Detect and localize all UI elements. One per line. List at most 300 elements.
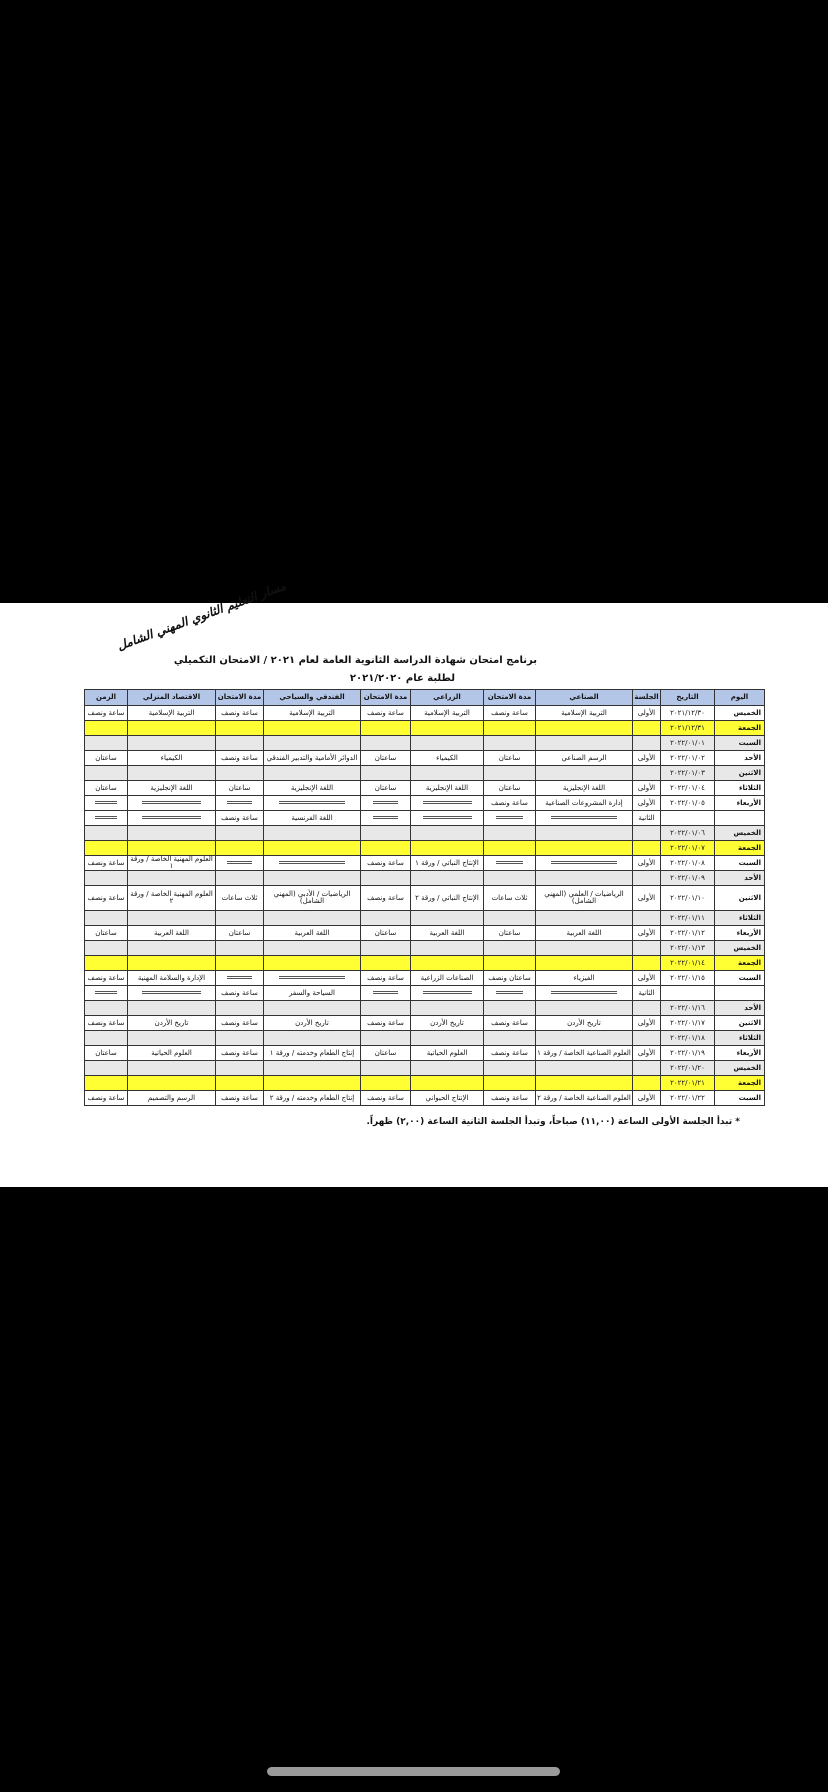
table-row: [85, 1076, 765, 1091]
day-cell: الخميس: [715, 941, 765, 956]
table-cell: [536, 856, 633, 871]
table-cell: ساعة ونصف: [85, 971, 128, 986]
table-cell: ساعتان: [361, 751, 411, 766]
table-cell: [633, 721, 661, 736]
table-cell: إدارة المشروعات الصناعية: [536, 796, 633, 811]
table-cell: [128, 956, 216, 971]
table-cell: [264, 971, 361, 986]
table-cell: [411, 956, 484, 971]
dash-placeholder: [551, 991, 617, 994]
table-cell: [411, 1076, 484, 1091]
table-cell: ساعة ونصف: [85, 1091, 128, 1106]
day-cell: [715, 811, 765, 826]
table-cell: [216, 1001, 264, 1016]
table-cell: العلوم المهنية الخاصة / ورقة ٢: [128, 886, 216, 911]
table-cell: [128, 1076, 216, 1091]
document-subtitle: لطلبة عام ٢٠٢١/٢٠٢٠: [349, 673, 455, 684]
table-row: [85, 971, 765, 986]
table-cell: [536, 721, 633, 736]
table-cell: ساعتان: [216, 926, 264, 941]
date-cell: ٢٠٢٢/٠١/١٢: [661, 926, 715, 941]
dash-placeholder: [142, 801, 202, 804]
dash-placeholder: [496, 816, 523, 819]
table-row: [85, 856, 765, 871]
table-cell: [216, 766, 264, 781]
day-cell: [715, 986, 765, 1001]
table-cell: [85, 736, 128, 751]
table-cell: تاريخ الأردن: [411, 1016, 484, 1031]
table-cell: اللغة العربية: [128, 926, 216, 941]
table-cell: ساعة ونصف: [361, 856, 411, 871]
table-cell: [264, 1031, 361, 1046]
table-cell: [216, 736, 264, 751]
table-row: [85, 941, 765, 956]
table-cell: ساعتان: [484, 751, 536, 766]
table-cell: ساعتان: [85, 751, 128, 766]
dash-placeholder: [423, 991, 472, 994]
date-cell: ٢٠٢٢/٠١/٢١: [661, 1076, 715, 1091]
table-cell: [633, 941, 661, 956]
table-cell: ساعة ونصف: [216, 1091, 264, 1106]
table-cell: [484, 811, 536, 826]
table-cell: ساعة ونصف: [361, 886, 411, 911]
day-cell: الجمعة: [715, 721, 765, 736]
table-cell: [216, 871, 264, 886]
document-page: [0, 578, 828, 1187]
table-cell: ساعة ونصف: [484, 796, 536, 811]
day-cell: السبت: [715, 856, 765, 871]
table-cell: [216, 1061, 264, 1076]
table-cell: [128, 1001, 216, 1016]
table-row: [85, 811, 765, 826]
table-cell: ساعة ونصف: [216, 811, 264, 826]
table-cell: [128, 841, 216, 856]
column-header: اليوم: [715, 690, 765, 706]
table-cell: [633, 826, 661, 841]
table-cell: الأولى: [633, 751, 661, 766]
table-cell: الأولى: [633, 926, 661, 941]
date-cell: ٢٠٢٢/٠١/٠٣: [661, 766, 715, 781]
day-cell: الاثنين: [715, 1016, 765, 1031]
date-cell: ٢٠٢٢/٠١/٠٨: [661, 856, 715, 871]
date-cell: ٢٠٢٢/٠١/١٣: [661, 941, 715, 956]
table-row: [85, 956, 765, 971]
column-header: الزمن: [85, 690, 128, 706]
table-cell: [216, 971, 264, 986]
table-cell: [484, 1061, 536, 1076]
table-row: [85, 1061, 765, 1076]
date-cell: ٢٠٢١/١٢/٣٠: [661, 706, 715, 721]
table-cell: ساعة ونصف: [85, 886, 128, 911]
table-cell: [633, 736, 661, 751]
table-cell: ساعتان: [361, 926, 411, 941]
table-cell: [264, 721, 361, 736]
table-cell: [484, 956, 536, 971]
dash-placeholder: [551, 816, 617, 819]
table-cell: [484, 986, 536, 1001]
dash-placeholder: [373, 991, 399, 994]
table-cell: [128, 796, 216, 811]
table-cell: [411, 1061, 484, 1076]
table-cell: [411, 986, 484, 1001]
table-row: [85, 926, 765, 941]
column-header: الزراعي: [411, 690, 484, 706]
dash-placeholder: [227, 801, 252, 804]
dash-placeholder: [279, 976, 345, 979]
table-cell: إنتاج الطعام وخدمته / ورقة ١: [264, 1046, 361, 1061]
table-cell: [216, 911, 264, 926]
table-cell: ساعة ونصف: [484, 706, 536, 721]
table-cell: ساعة ونصف: [484, 1046, 536, 1061]
date-cell: ٢٠٢٢/٠١/٢٢: [661, 1091, 715, 1106]
table-row: [85, 706, 765, 721]
table-row: [85, 1031, 765, 1046]
table-cell: [361, 736, 411, 751]
day-cell: الأحد: [715, 751, 765, 766]
table-cell: [361, 796, 411, 811]
date-cell: ٢٠٢٢/٠١/١٩: [661, 1046, 715, 1061]
handwritten-note: مسار التعليم الثانوي المهني الشامل: [115, 578, 288, 653]
table-cell: الكيمياء: [128, 751, 216, 766]
table-cell: [633, 766, 661, 781]
table-row: [85, 886, 765, 911]
table-cell: [85, 796, 128, 811]
table-cell: [411, 721, 484, 736]
table-cell: الرسم والتصميم: [128, 1091, 216, 1106]
table-cell: [216, 856, 264, 871]
table-cell: [85, 871, 128, 886]
table-cell: [85, 986, 128, 1001]
table-cell: الإنتاج النباتي / ورقة ٢: [411, 886, 484, 911]
column-header: التاريخ: [661, 690, 715, 706]
day-cell: الخميس: [715, 706, 765, 721]
table-cell: [484, 1076, 536, 1091]
table-cell: [536, 956, 633, 971]
day-cell: الأربعاء: [715, 796, 765, 811]
table-cell: [633, 911, 661, 926]
table-cell: [633, 956, 661, 971]
table-cell: [484, 911, 536, 926]
table-cell: [484, 856, 536, 871]
table-cell: [411, 736, 484, 751]
table-cell: العلوم الصناعية الخاصة / ورقة ١: [536, 1046, 633, 1061]
table-cell: ساعتان: [484, 926, 536, 941]
date-cell: ٢٠٢٢/٠١/١١: [661, 911, 715, 926]
table-cell: [128, 721, 216, 736]
day-cell: الأحد: [715, 871, 765, 886]
table-cell: الكيمياء: [411, 751, 484, 766]
table-cell: [536, 736, 633, 751]
date-cell: ٢٠٢٢/٠١/١٧: [661, 1016, 715, 1031]
table-cell: [128, 811, 216, 826]
table-cell: [128, 826, 216, 841]
table-cell: [361, 841, 411, 856]
table-cell: ساعة ونصف: [361, 1091, 411, 1106]
dash-placeholder: [142, 816, 202, 819]
dash-placeholder: [551, 861, 617, 864]
table-cell: [484, 941, 536, 956]
dash-placeholder: [423, 816, 472, 819]
day-cell: السبت: [715, 1091, 765, 1106]
table-cell: ساعة ونصف: [361, 706, 411, 721]
table-cell: [85, 826, 128, 841]
table-cell: [128, 911, 216, 926]
table-cell: [411, 871, 484, 886]
column-header: مدة الامتحان: [361, 690, 411, 706]
table-cell: [128, 986, 216, 1001]
table-cell: العلوم الحياتية: [128, 1046, 216, 1061]
date-cell: ٢٠٢٢/٠١/١٤: [661, 956, 715, 971]
table-cell: [85, 941, 128, 956]
table-cell: [361, 956, 411, 971]
table-cell: ساعة ونصف: [216, 1046, 264, 1061]
table-cell: [264, 911, 361, 926]
table-cell: [411, 911, 484, 926]
table-row: [85, 736, 765, 751]
table-cell: الرسم الصناعي: [536, 751, 633, 766]
table-cell: [536, 1061, 633, 1076]
table-cell: الإدارة والسلامة المهنية: [128, 971, 216, 986]
table-cell: [85, 1001, 128, 1016]
table-cell: الأولى: [633, 781, 661, 796]
dash-placeholder: [423, 801, 472, 804]
table-cell: [411, 796, 484, 811]
table-cell: [484, 1001, 536, 1016]
table-cell: [264, 796, 361, 811]
day-cell: الأحد: [715, 1001, 765, 1016]
table-cell: اللغة الإنجليزية: [128, 781, 216, 796]
table-row: [85, 986, 765, 1001]
table-cell: [85, 1061, 128, 1076]
dash-placeholder: [279, 861, 345, 864]
date-cell: ٢٠٢٢/٠١/٠٢: [661, 751, 715, 766]
table-cell: [128, 871, 216, 886]
table-cell: [264, 856, 361, 871]
table-cell: [361, 1001, 411, 1016]
day-cell: السبت: [715, 971, 765, 986]
table-cell: [85, 811, 128, 826]
table-body: [85, 706, 765, 1106]
date-cell: ٢٠٢٢/٠١/١٦: [661, 1001, 715, 1016]
table-cell: ساعة ونصف: [484, 1016, 536, 1031]
day-cell: الثلاثاء: [715, 1031, 765, 1046]
table-cell: [484, 766, 536, 781]
table-cell: [128, 941, 216, 956]
day-cell: الأربعاء: [715, 1046, 765, 1061]
table-cell: [85, 956, 128, 971]
day-cell: الاثنين: [715, 766, 765, 781]
table-cell: اللغة العربية: [536, 926, 633, 941]
table-cell: الأولى: [633, 1016, 661, 1031]
table-cell: السياحة والسفر: [264, 986, 361, 1001]
date-cell: [661, 986, 715, 1001]
table-row: [85, 826, 765, 841]
table-cell: [633, 1076, 661, 1091]
table-cell: [264, 1001, 361, 1016]
table-cell: الإنتاج الحيواني: [411, 1091, 484, 1106]
table-cell: [216, 841, 264, 856]
table-cell: تاريخ الأردن: [128, 1016, 216, 1031]
home-indicator[interactable]: [267, 1767, 560, 1776]
table-cell: التربية الإسلامية: [411, 706, 484, 721]
table-cell: [536, 911, 633, 926]
table-cell: [361, 941, 411, 956]
table-cell: ساعة ونصف: [85, 706, 128, 721]
table-cell: ساعتان: [216, 781, 264, 796]
table-cell: ساعة ونصف: [85, 1016, 128, 1031]
table-cell: ساعتان ونصف: [484, 971, 536, 986]
table-cell: [216, 1031, 264, 1046]
table-cell: [216, 826, 264, 841]
table-cell: الصناعات الزراعية: [411, 971, 484, 986]
table-cell: ساعة ونصف: [484, 1091, 536, 1106]
table-cell: إنتاج الطعام وخدمته / ورقة ٢: [264, 1091, 361, 1106]
table-cell: [536, 1031, 633, 1046]
date-cell: ٢٠٢٢/٠١/٠٥: [661, 796, 715, 811]
table-row: [85, 871, 765, 886]
table-cell: [484, 721, 536, 736]
day-cell: الأربعاء: [715, 926, 765, 941]
table-cell: [128, 736, 216, 751]
date-cell: ٢٠٢٢/٠١/٠٤: [661, 781, 715, 796]
table-cell: [484, 871, 536, 886]
dash-placeholder: [373, 801, 399, 804]
table-cell: الثانية: [633, 811, 661, 826]
table-cell: الثانية: [633, 986, 661, 1001]
table-cell: [264, 736, 361, 751]
dash-placeholder: [95, 991, 117, 994]
table-cell: الدوائر الأمامية والتدبير الفندقي: [264, 751, 361, 766]
table-cell: [633, 1061, 661, 1076]
footnote: * تبدأ الجلسة الأولى الساعة (١١,٠٠) صباحاً، وتبدأ الجلسة الثانية الساعة (٢,٠٠) ظهراً.: [366, 1117, 740, 1127]
table-cell: [264, 871, 361, 886]
table-cell: الفيزياء: [536, 971, 633, 986]
table-cell: [633, 841, 661, 856]
table-cell: [536, 986, 633, 1001]
table-cell: ساعتان: [85, 781, 128, 796]
table-cell: [216, 796, 264, 811]
table-cell: [633, 1031, 661, 1046]
table-cell: [536, 841, 633, 856]
date-cell: ٢٠٢٢/٠١/١٥: [661, 971, 715, 986]
table-row: [85, 841, 765, 856]
table-cell: [264, 841, 361, 856]
date-cell: ٢٠٢٢/٠١/٠١: [661, 736, 715, 751]
table-row: [85, 766, 765, 781]
table-cell: [361, 1076, 411, 1091]
column-header: الجلسة: [633, 690, 661, 706]
table-cell: [633, 871, 661, 886]
date-cell: [661, 811, 715, 826]
table-row: [85, 1016, 765, 1031]
table-cell: [411, 1031, 484, 1046]
table-cell: [361, 871, 411, 886]
table-cell: الأولى: [633, 1091, 661, 1106]
table-cell: ساعتان: [361, 1046, 411, 1061]
table-cell: ساعة ونصف: [85, 856, 128, 871]
table-cell: [264, 956, 361, 971]
table-cell: [128, 1061, 216, 1076]
table-cell: [128, 1031, 216, 1046]
column-header: مدة الامتحان: [216, 690, 264, 706]
dash-placeholder: [95, 816, 117, 819]
table-cell: [361, 766, 411, 781]
table-cell: [536, 1076, 633, 1091]
table-cell: اللغة الإنجليزية: [536, 781, 633, 796]
table-cell: الأولى: [633, 706, 661, 721]
table-cell: [536, 871, 633, 886]
exam-schedule-table: [84, 689, 765, 1106]
table-cell: [264, 826, 361, 841]
dash-placeholder: [496, 991, 523, 994]
date-cell: ٢٠٢٢/٠١/١٠: [661, 886, 715, 911]
table-cell: [85, 1031, 128, 1046]
table-cell: التربية الإسلامية: [128, 706, 216, 721]
table-header-row: [85, 690, 765, 706]
table-row: [85, 751, 765, 766]
table-cell: [411, 811, 484, 826]
dash-placeholder: [279, 801, 345, 804]
table-row: [85, 796, 765, 811]
table-cell: [536, 826, 633, 841]
table-cell: الأولى: [633, 856, 661, 871]
table-cell: العلوم الحياتية: [411, 1046, 484, 1061]
day-cell: الجمعة: [715, 841, 765, 856]
table-cell: [85, 911, 128, 926]
table-cell: اللغة الفرنسية: [264, 811, 361, 826]
column-header: مدة الامتحان: [484, 690, 536, 706]
table-cell: [264, 766, 361, 781]
table-cell: الرياضيات / العلمي (المهني الشامل): [536, 886, 633, 911]
table-cell: تاريخ الأردن: [536, 1016, 633, 1031]
table-row: [85, 721, 765, 736]
table-cell: [361, 1061, 411, 1076]
table-cell: [264, 1076, 361, 1091]
date-cell: ٢٠٢١/١٢/٣١: [661, 721, 715, 736]
date-cell: ٢٠٢٢/٠١/٠٧: [661, 841, 715, 856]
table-row: [85, 1091, 765, 1106]
table-cell: ساعة ونصف: [216, 1016, 264, 1031]
day-cell: الجمعة: [715, 956, 765, 971]
table-cell: ثلاث ساعات: [484, 886, 536, 911]
table-cell: [484, 826, 536, 841]
table-cell: [411, 1001, 484, 1016]
table-cell: [411, 826, 484, 841]
table-row: [85, 1046, 765, 1061]
table-cell: [128, 766, 216, 781]
table-cell: [361, 826, 411, 841]
date-cell: ٢٠٢٢/٠١/٠٩: [661, 871, 715, 886]
table-cell: ثلاث ساعات: [216, 886, 264, 911]
table-cell: [216, 941, 264, 956]
dash-placeholder: [227, 976, 252, 979]
table-cell: اللغة العربية: [264, 926, 361, 941]
table-row: [85, 781, 765, 796]
table-cell: [536, 1001, 633, 1016]
table-cell: الأولى: [633, 1046, 661, 1061]
table-cell: [85, 721, 128, 736]
day-cell: الاثنين: [715, 886, 765, 911]
dash-placeholder: [142, 991, 202, 994]
table-cell: ساعتان: [484, 781, 536, 796]
table-cell: العلوم الصناعية الخاصة / ورقة ٢: [536, 1091, 633, 1106]
table-cell: العلوم المهنية الخاصة / ورقة ١: [128, 856, 216, 871]
table-cell: اللغة الإنجليزية: [264, 781, 361, 796]
table-cell: [216, 956, 264, 971]
document-title: برنامج امتحان شهادة الدراسة الثانوية العامة لعام ٢٠٢١ / الامتحان التكميلي: [173, 655, 537, 666]
table-cell: [484, 736, 536, 751]
table-cell: الأولى: [633, 886, 661, 911]
